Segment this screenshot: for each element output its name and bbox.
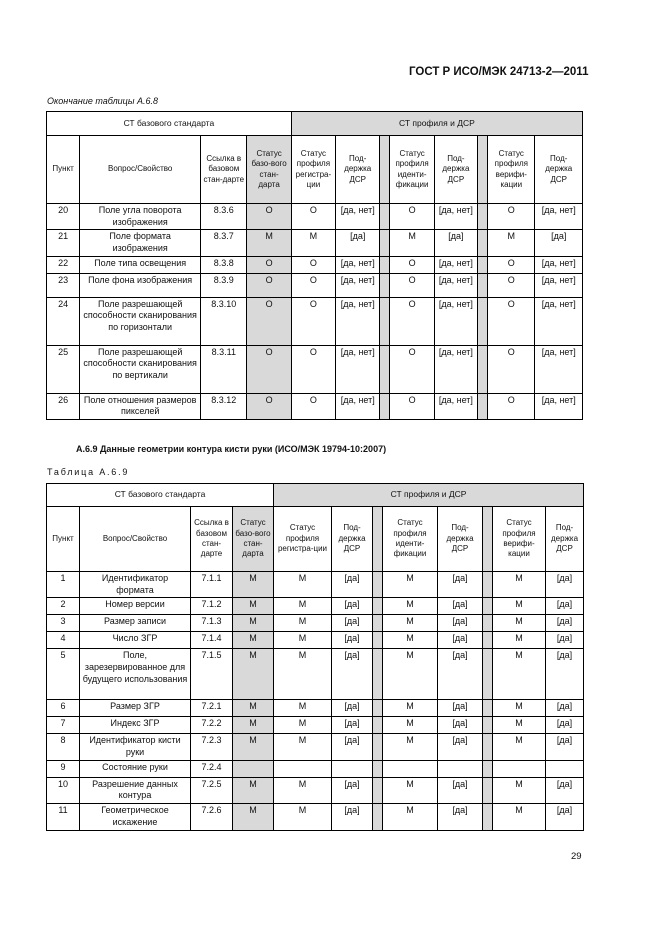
cell-id-status: M (383, 649, 438, 700)
cell-ver-support: [да, нет] (535, 273, 583, 297)
spacer-cell (373, 632, 383, 649)
table-row (47, 572, 584, 598)
cell-reg-status: M (274, 717, 332, 734)
cell-base-status: M (247, 230, 291, 256)
col-reg-support-header: Под-держка ДСР (332, 507, 373, 572)
col-question-header: Вопрос/Свойство (80, 136, 201, 204)
spacer-cell (380, 256, 390, 273)
col-ver-support-header: Под-держка ДСР (535, 136, 583, 204)
cell-reg-status: M (274, 598, 332, 615)
cell-question: Поле разрешающей способности сканирования по горизонтали (80, 297, 201, 345)
table1-caption: Окончание таблицы А.6.8 (47, 96, 158, 106)
cell-reg-status: M (274, 632, 332, 649)
cell-base-ref: 8.3.10 (201, 297, 247, 345)
cell-id-support: [да, нет] (434, 297, 477, 345)
spacer-cell (380, 230, 390, 256)
spacer-cell (478, 345, 488, 393)
cell-question: Поле формата изображения (80, 230, 201, 256)
cell-ver-status: M (493, 649, 546, 700)
cell-base-ref: 7.1.5 (191, 649, 233, 700)
cell-base-ref: 7.1.1 (191, 572, 233, 598)
cell-question: Состояние руки (80, 760, 191, 777)
spacer-cell (380, 345, 390, 393)
cell-base-status: M (233, 632, 274, 649)
spacer-cell (483, 777, 493, 803)
cell-question: Размер ЗГР (80, 700, 191, 717)
cell-base-status: O (247, 393, 291, 419)
cell-base-status (233, 760, 274, 777)
cell-ver-support: [да, нет] (535, 345, 583, 393)
spacer-cell (373, 649, 383, 700)
cell-reg-support: [да] (332, 598, 373, 615)
table-row (47, 649, 584, 700)
spacer-cell (373, 615, 383, 632)
cell-ver-status (493, 760, 546, 777)
cell-reg-support: [да] (332, 632, 373, 649)
spacer-cell (483, 572, 493, 598)
cell-reg-status: O (291, 273, 335, 297)
cell-base-status: M (233, 804, 274, 830)
cell-ver-status: O (488, 256, 535, 273)
cell-base-status: O (247, 204, 291, 230)
spacer-cell (483, 734, 493, 760)
cell-base-ref: 8.3.11 (201, 345, 247, 393)
spacer-cell (373, 717, 383, 734)
cell-base-status: M (233, 649, 274, 700)
cell-reg-status: M (274, 734, 332, 760)
cell-question: Геометрическое искажение (80, 804, 191, 830)
cell-id-support: [да, нет] (434, 256, 477, 273)
cell-id-support: [да] (438, 598, 483, 615)
cell-reg-status: O (291, 393, 335, 419)
cell-reg-support (332, 760, 373, 777)
cell-ver-support: [да] (546, 572, 584, 598)
cell-base-status: M (233, 598, 274, 615)
cell-ver-status: O (488, 297, 535, 345)
cell-id-status: M (383, 700, 438, 717)
cell-id-status: M (383, 615, 438, 632)
col-ver-support-header: Под-держка ДСР (546, 507, 584, 572)
spacer-cell (478, 136, 488, 204)
cell-reg-status: M (274, 649, 332, 700)
cell-reg-status: O (291, 256, 335, 273)
cell-id-status: M (383, 632, 438, 649)
cell-reg-support: [да, нет] (336, 204, 380, 230)
cell-id-status: M (383, 598, 438, 615)
cell-base-ref: 7.2.1 (191, 700, 233, 717)
cell-base-status: M (233, 734, 274, 760)
spacer-cell (373, 598, 383, 615)
spacer-cell (380, 273, 390, 297)
cell-ver-support: [да] (546, 700, 584, 717)
spacer-cell (373, 734, 383, 760)
table-row (47, 734, 584, 760)
spacer-cell (478, 273, 488, 297)
cell-base-status: O (247, 297, 291, 345)
col-ver-status-header: Статус профиля верифи-кации (493, 507, 546, 572)
col-item-header: Пункт (47, 507, 80, 572)
cell-reg-support: [да] (336, 230, 380, 256)
cell-id-support: [да] (438, 615, 483, 632)
cell-item-number: 9 (47, 760, 80, 777)
col-id-status-header: Статус профиля иденти-фикации (390, 136, 434, 204)
cell-base-ref: 7.1.2 (191, 598, 233, 615)
cell-base-ref: 8.3.8 (201, 256, 247, 273)
group-base-header: СТ базового стандарта (47, 112, 292, 136)
cell-ver-support: [да] (546, 598, 584, 615)
cell-base-status: M (233, 615, 274, 632)
cell-ver-support: [да] (546, 632, 584, 649)
table-row (47, 700, 584, 717)
cell-reg-support: [да] (332, 700, 373, 717)
col-reg-support-header: Под-держка ДСР (336, 136, 380, 204)
cell-item-number: 22 (47, 256, 80, 273)
cell-item-number: 4 (47, 632, 80, 649)
cell-reg-support: [да] (332, 777, 373, 803)
cell-item-number: 8 (47, 734, 80, 760)
cell-reg-support: [да, нет] (336, 393, 380, 419)
cell-ver-support: [да, нет] (535, 204, 583, 230)
cell-base-ref: 8.3.12 (201, 393, 247, 419)
cell-id-status: O (390, 204, 434, 230)
cell-item-number: 23 (47, 273, 80, 297)
cell-reg-support: [да] (332, 717, 373, 734)
table-row (47, 804, 584, 830)
spacer-cell (478, 393, 488, 419)
cell-item-number: 21 (47, 230, 80, 256)
cell-id-support: [да] (438, 700, 483, 717)
cell-id-support: [да] (438, 734, 483, 760)
col-ref-header: Ссылка в базовом стан-дарте (201, 136, 247, 204)
spacer-cell (380, 204, 390, 230)
cell-base-ref: 8.3.6 (201, 204, 247, 230)
spacer-cell (483, 507, 493, 572)
cell-question: Поле фона изображения (80, 273, 201, 297)
col-id-support-header: Под-держка ДСР (438, 507, 483, 572)
spacer-cell (483, 760, 493, 777)
cell-ver-status: O (488, 393, 535, 419)
cell-reg-status: M (274, 804, 332, 830)
spacer-cell (483, 649, 493, 700)
cell-base-ref: 8.3.7 (201, 230, 247, 256)
cell-id-status: M (390, 230, 434, 256)
cell-base-status: O (247, 345, 291, 393)
cell-ver-support: [да] (546, 649, 584, 700)
cell-reg-support: [да] (332, 572, 373, 598)
cell-id-status (383, 760, 438, 777)
cell-reg-support: [да, нет] (336, 345, 380, 393)
spacer-cell (373, 760, 383, 777)
cell-ver-support: [да] (535, 230, 583, 256)
spacer-cell (478, 230, 488, 256)
document-id: ГОСТ Р ИСО/МЭК 24713-2—2011 (409, 66, 589, 78)
cell-reg-status: O (291, 204, 335, 230)
cell-ver-status: M (493, 615, 546, 632)
spacer-cell (373, 507, 383, 572)
cell-reg-status (274, 760, 332, 777)
cell-id-status: O (390, 256, 434, 273)
cell-reg-status: M (274, 700, 332, 717)
cell-id-support: [да] (434, 230, 477, 256)
table-a69 (46, 483, 584, 831)
cell-id-support: [да] (438, 777, 483, 803)
cell-ver-status: M (493, 598, 546, 615)
cell-reg-support: [да, нет] (336, 273, 380, 297)
cell-item-number: 11 (47, 804, 80, 830)
spacer-cell (483, 717, 493, 734)
cell-id-status: M (383, 734, 438, 760)
col-id-status-header: Статус профиля иденти-фикации (383, 507, 438, 572)
group-base-header: СТ базового стандарта (47, 484, 274, 507)
group-profile-header: СТ профиля и ДСР (291, 112, 582, 136)
cell-base-ref: 8.3.9 (201, 273, 247, 297)
col-base-status-header: Статус базо-вого стан-дарта (233, 507, 274, 572)
col-item-header: Пункт (47, 136, 80, 204)
cell-ver-status: M (493, 777, 546, 803)
cell-base-ref: 7.2.6 (191, 804, 233, 830)
cell-item-number: 20 (47, 204, 80, 230)
cell-item-number: 2 (47, 598, 80, 615)
cell-question: Поле, зарезервированное для будущего использования (80, 649, 191, 700)
cell-ver-support (546, 760, 584, 777)
cell-id-support: [да] (438, 717, 483, 734)
table-row (47, 632, 584, 649)
cell-item-number: 6 (47, 700, 80, 717)
cell-item-number: 10 (47, 777, 80, 803)
col-base-status-header: Статус базо-вого стан-дарта (247, 136, 291, 204)
table-row (47, 598, 584, 615)
cell-question: Размер записи (80, 615, 191, 632)
cell-id-support: [да, нет] (434, 273, 477, 297)
cell-id-support: [да] (438, 632, 483, 649)
table-a68 (46, 111, 583, 420)
spacer-cell (373, 804, 383, 830)
cell-reg-status: M (274, 777, 332, 803)
cell-item-number: 7 (47, 717, 80, 734)
cell-ver-support: [да] (546, 734, 584, 760)
spacer-cell (380, 136, 390, 204)
cell-base-ref: 7.2.3 (191, 734, 233, 760)
cell-question: Идентификатор кисти руки (80, 734, 191, 760)
table-row (47, 615, 584, 632)
spacer-cell (380, 393, 390, 419)
table-row (47, 777, 584, 803)
cell-base-status: O (247, 256, 291, 273)
cell-ver-status: O (488, 204, 535, 230)
cell-id-status: M (383, 804, 438, 830)
cell-ver-support: [да, нет] (535, 256, 583, 273)
cell-item-number: 26 (47, 393, 80, 419)
cell-reg-support: [да, нет] (336, 297, 380, 345)
cell-ver-status: M (493, 804, 546, 830)
cell-ver-support: [да, нет] (535, 393, 583, 419)
cell-ver-status: O (488, 273, 535, 297)
cell-item-number: 3 (47, 615, 80, 632)
section-heading: А.6.9 Данные геометрии контура кисти руки (ИСО/МЭК 19794-10:2007) (76, 444, 387, 454)
spacer-cell (373, 777, 383, 803)
cell-reg-status: O (291, 297, 335, 345)
cell-base-ref: 7.1.4 (191, 632, 233, 649)
cell-id-status: O (390, 393, 434, 419)
cell-base-ref: 7.1.3 (191, 615, 233, 632)
cell-id-support: [да] (438, 804, 483, 830)
table-row (47, 204, 583, 230)
table-row (47, 230, 583, 256)
cell-ver-status: O (488, 345, 535, 393)
cell-item-number: 1 (47, 572, 80, 598)
spacer-cell (478, 256, 488, 273)
cell-base-ref: 7.2.5 (191, 777, 233, 803)
table-row (47, 297, 583, 345)
cell-ver-support: [да] (546, 717, 584, 734)
cell-question: Поле отношения размеров пикселей (80, 393, 201, 419)
cell-ver-support: [да, нет] (535, 297, 583, 345)
cell-question: Индекс ЗГР (80, 717, 191, 734)
cell-id-support (438, 760, 483, 777)
cell-reg-support: [да] (332, 734, 373, 760)
col-reg-status-header: Статус профиля регистра-ции (274, 507, 332, 572)
group-profile-header: СТ профиля и ДСР (274, 484, 584, 507)
cell-id-support: [да, нет] (434, 393, 477, 419)
spacer-cell (478, 204, 488, 230)
cell-reg-status: M (274, 615, 332, 632)
col-question-header: Вопрос/Свойство (80, 507, 191, 572)
spacer-cell (483, 804, 493, 830)
cell-id-status: M (383, 572, 438, 598)
cell-reg-support: [да] (332, 649, 373, 700)
cell-ver-support: [да] (546, 615, 584, 632)
page-number: 29 (571, 851, 582, 862)
cell-base-status: M (233, 717, 274, 734)
cell-id-status: M (383, 717, 438, 734)
cell-ver-support: [да] (546, 777, 584, 803)
spacer-cell (483, 632, 493, 649)
cell-base-status: M (233, 700, 274, 717)
spacer-cell (380, 297, 390, 345)
cell-reg-status: O (291, 345, 335, 393)
cell-id-support: [да, нет] (434, 204, 477, 230)
cell-base-ref: 7.2.2 (191, 717, 233, 734)
cell-ver-status: M (493, 632, 546, 649)
spacer-cell (483, 700, 493, 717)
cell-ver-status: M (493, 734, 546, 760)
spacer-cell (483, 598, 493, 615)
cell-question: Номер версии (80, 598, 191, 615)
cell-id-support: [да] (438, 572, 483, 598)
cell-base-status: O (247, 273, 291, 297)
cell-question: Поле типа освещения (80, 256, 201, 273)
cell-question: Поле угла поворота изображения (80, 204, 201, 230)
table-row (47, 345, 583, 393)
cell-ver-status: M (493, 572, 546, 598)
table-row (47, 393, 583, 419)
cell-id-support: [да] (438, 649, 483, 700)
cell-id-support: [да, нет] (434, 345, 477, 393)
cell-ver-support: [да] (546, 804, 584, 830)
col-reg-status-header: Статус профиля регистра-ции (291, 136, 335, 204)
col-ver-status-header: Статус профиля верифи-кации (488, 136, 535, 204)
cell-base-status: M (233, 572, 274, 598)
cell-question: Число ЗГР (80, 632, 191, 649)
cell-item-number: 25 (47, 345, 80, 393)
cell-reg-support: [да] (332, 615, 373, 632)
cell-id-status: M (383, 777, 438, 803)
cell-item-number: 24 (47, 297, 80, 345)
cell-ver-status: M (488, 230, 535, 256)
table-row (47, 717, 584, 734)
cell-base-ref: 7.2.4 (191, 760, 233, 777)
col-id-support-header: Под-держка ДСР (434, 136, 477, 204)
cell-base-status: M (233, 777, 274, 803)
cell-question: Разрешение данных контура (80, 777, 191, 803)
cell-reg-support: [да, нет] (336, 256, 380, 273)
spacer-cell (373, 700, 383, 717)
spacer-cell (483, 615, 493, 632)
table-row (47, 256, 583, 273)
spacer-cell (478, 297, 488, 345)
col-ref-header: Ссылка в базовом стан-дарте (191, 507, 233, 572)
cell-id-status: O (390, 273, 434, 297)
cell-question: Поле разрешающей способности сканирования по вертикали (80, 345, 201, 393)
spacer-cell (373, 572, 383, 598)
table-row (47, 273, 583, 297)
table2-caption: Таблица А.6.9 (47, 467, 130, 477)
cell-question: Идентификатор формата (80, 572, 191, 598)
cell-reg-support: [да] (332, 804, 373, 830)
cell-id-status: O (390, 345, 434, 393)
cell-item-number: 5 (47, 649, 80, 700)
table-row (47, 760, 584, 777)
cell-ver-status: M (493, 717, 546, 734)
cell-reg-status: M (291, 230, 335, 256)
cell-ver-status: M (493, 700, 546, 717)
cell-id-status: O (390, 297, 434, 345)
cell-reg-status: M (274, 572, 332, 598)
